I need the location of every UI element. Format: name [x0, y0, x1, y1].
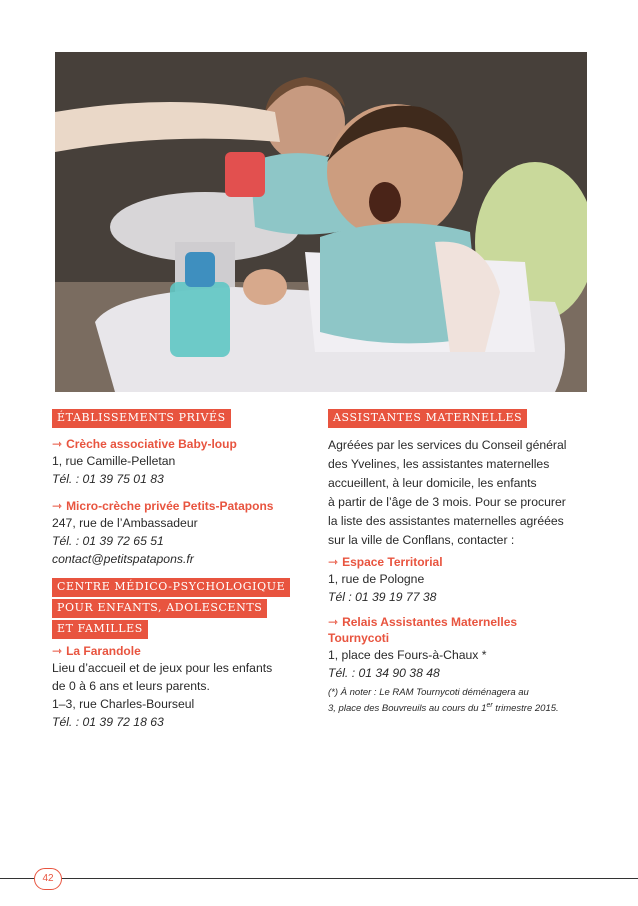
address: 1, place des Fours-à-Chaux * — [328, 648, 487, 662]
section-tag-assistantes: ASSISTANTES MATERNELLES — [328, 409, 527, 428]
arrow-icon: ⇾ — [52, 437, 63, 451]
phone: Tél. : 01 34 90 38 48 — [328, 666, 440, 680]
entry-title-relais: ⇾ Relais Assistantes Maternelles — [328, 615, 518, 629]
phone: Tél. : 01 39 72 18 63 — [52, 715, 164, 729]
section-tag-cmp: CENTRE MÉDICO-PSYCHOLOGIQUE POUR ENFANTS, ADOLESCENTS ET FAMILLES — [52, 578, 292, 639]
photo-illustration — [55, 52, 587, 392]
entry-title-farandole: ⇾ La Farandole — [52, 644, 141, 658]
footnote: (*) À noter : Le RAM Tournycoti déménagera au 3, place des Bouvreuils au cours du 1er trimestre 2015. — [328, 687, 559, 715]
phone: Tél : 01 39 19 77 38 — [328, 590, 437, 604]
phone: Tél. : 01 39 75 01 83 — [52, 472, 164, 486]
right-column — [328, 408, 596, 715]
page-number: 42 — [34, 868, 62, 890]
entry-title-petitspatapons: ⇾ Micro-crèche privée Petits-Patapons — [52, 499, 274, 513]
description: Lieu d’accueil et de jeux pour les enfants — [52, 661, 273, 675]
address: 247, rue de l’Ambassadeur — [52, 516, 198, 530]
arrow-icon: ⇾ — [328, 615, 339, 629]
phone: Tél. : 01 39 72 65 51 — [52, 534, 164, 548]
left-column — [52, 408, 292, 731]
footer-rule — [0, 878, 638, 879]
entry-title-espace: ⇾ Espace Territorial — [328, 555, 443, 569]
email-link[interactable]: contact@petitspatapons.fr — [52, 552, 194, 566]
arrow-icon: ⇾ — [52, 644, 63, 658]
arrow-icon: ⇾ — [52, 499, 63, 513]
intro-paragraph: Agréées par les services du Conseil général des Yvelines, les assistantes maternelles accueillent, à leur domicile, les enfants à partir de l’âge de 3 mois. Pour se procurer la liste des assistantes maternelles agréées sur la ville de Conflans, contacter : — [328, 438, 567, 547]
address: 1, rue de Pologne — [328, 572, 425, 586]
description: de 0 à 6 ans et leurs parents. — [52, 679, 210, 693]
entry-title-babyloup: ⇾ Crèche associative Baby-loup — [52, 437, 237, 451]
section-tag-private: ÉTABLISSEMENTS PRIVÉS — [52, 409, 231, 428]
hero-photo — [55, 52, 587, 392]
entry-title-relais-line2: Tournycoti — [328, 631, 390, 645]
arrow-icon: ⇾ — [328, 555, 339, 569]
address: 1, rue Camille-Pelletan — [52, 454, 176, 468]
address: 1–3, rue Charles-Bourseul — [52, 697, 195, 711]
